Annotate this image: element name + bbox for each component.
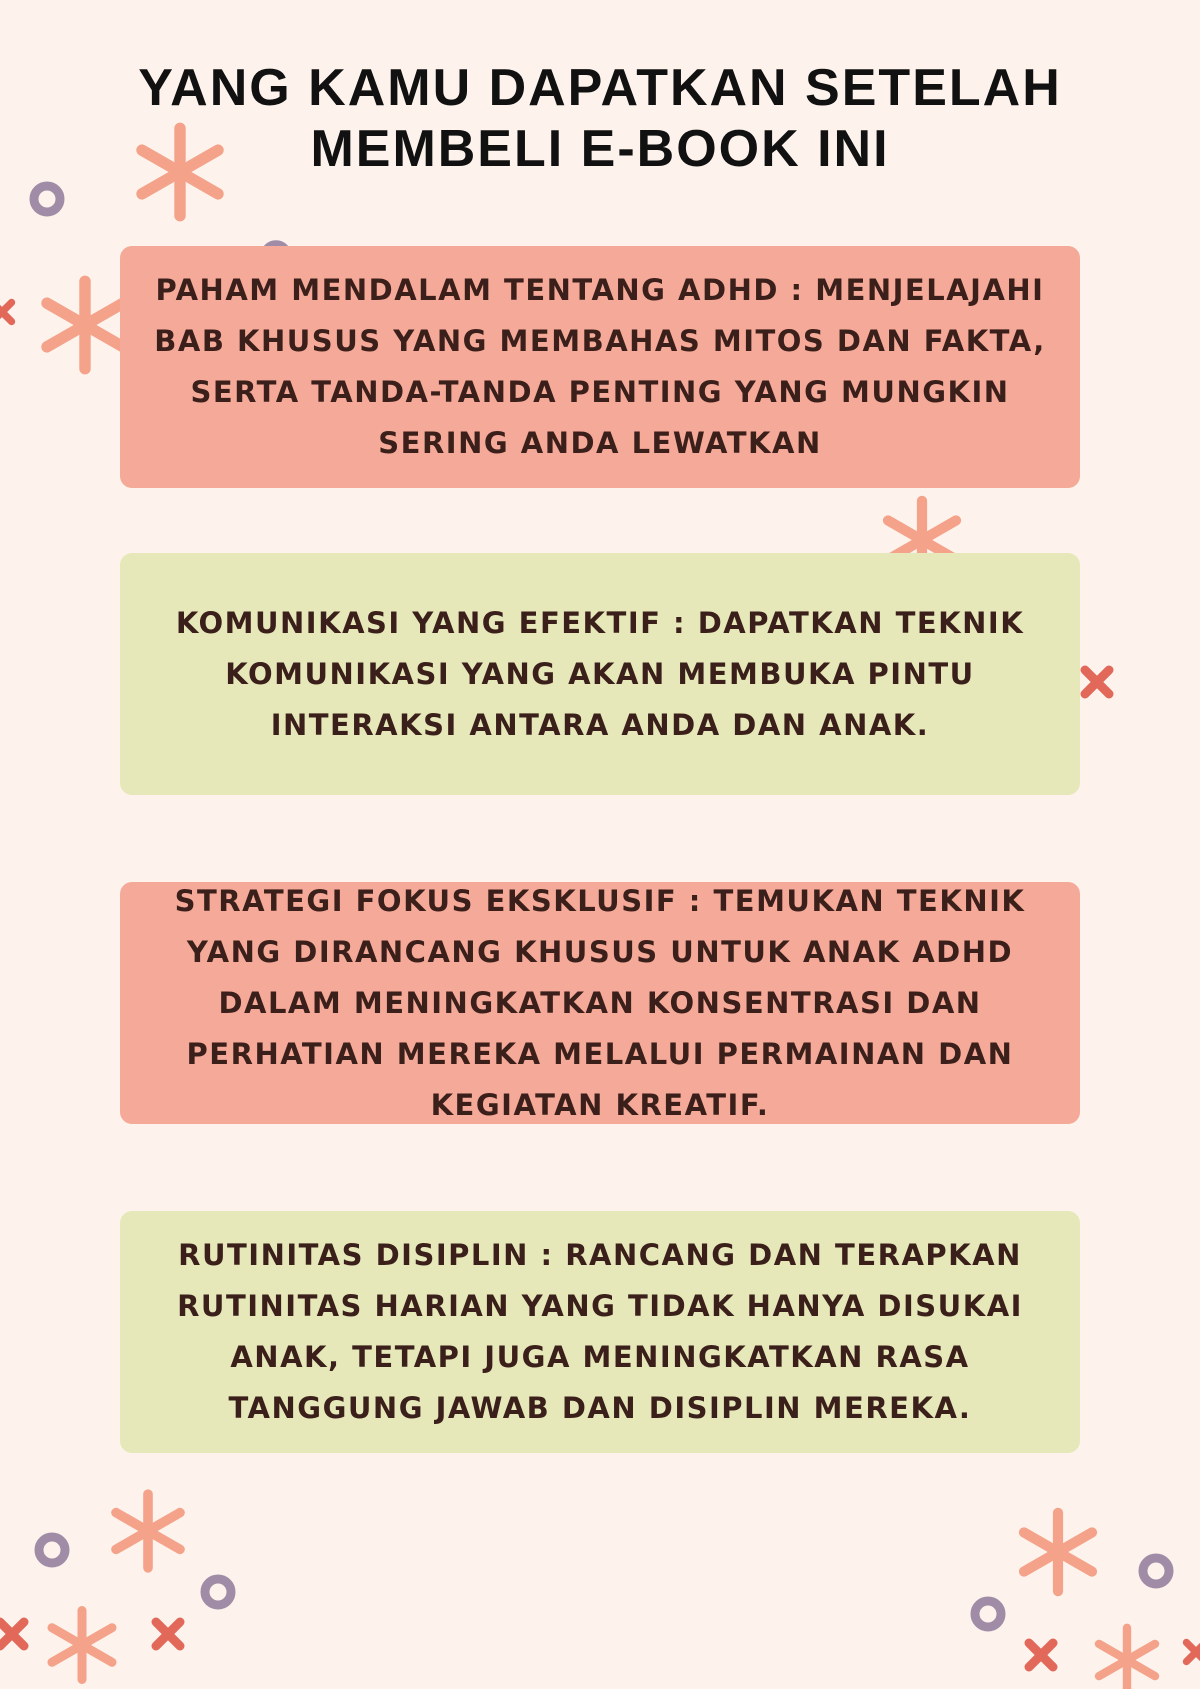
benefit-card-adhd-understanding <box>120 246 1080 488</box>
page-title <box>0 58 1200 180</box>
cross-x-icon <box>1029 1643 1053 1667</box>
ring-dot-icon <box>1143 1558 1169 1584</box>
benefit-card-focus-strategy <box>120 882 1080 1124</box>
benefit-card-text: KOMUNIKASI YANG EFEKTIF : DAPATKAN TEKNIK KOMUNIKASI YANG AKAN MEMBUKA PINTU INTERAKSI ANTARA ANDA DAN ANAK. <box>175 605 1025 742</box>
asterisk-star-icon <box>116 1494 180 1568</box>
cross-x-icon <box>0 302 12 321</box>
ring-dot-icon <box>34 186 60 212</box>
asterisk-star-icon <box>1024 1513 1092 1591</box>
cross-x-icon <box>0 1622 24 1646</box>
ring-dot-icon <box>205 1579 231 1605</box>
ring-dot-icon <box>39 1537 65 1563</box>
asterisk-star-icon <box>52 1611 112 1680</box>
asterisk-star-icon <box>47 281 123 368</box>
title-line-2: MEMBELI E-BOOK INI <box>310 120 890 178</box>
asterisk-star-icon <box>1099 1628 1155 1689</box>
benefit-card-text: STRATEGI FOKUS EKSKLUSIF : TEMUKAN TEKNIK YANG DIRANCANG KHUSUS UNTUK ANAK ADHD DALAM MENINGKATKAN KONSENTRASI DAN PERHATIAN MEREKA MELALUI PERMAINAN DAN KEGIATAN KREATIF. <box>174 883 1026 1122</box>
benefit-card-text: RUTINITAS DISIPLIN : RANCANG DAN TERAPKAN RUTINITAS HARIAN YANG TIDAK HANYA DISUKAI ANAK, TETAPI JUGA MENINGKATKAN RASA TANGGUNG JAWAB DAN DISIPLIN MEREKA. <box>177 1238 1023 1425</box>
cross-x-icon <box>1186 1642 1200 1661</box>
cross-x-icon <box>1085 670 1109 694</box>
benefit-card-text: PAHAM MENDALAM TENTANG ADHD : MENJELAJAHI BAB KHUSUS YANG MEMBAHAS MITOS DAN FAKTA, SERTA TANDA-TANDA PENTING YANG MUNGKIN SERING ANDA LEWATKAN <box>154 273 1046 460</box>
ring-dot-icon <box>975 1601 1001 1627</box>
benefit-card-discipline-routine <box>120 1211 1080 1453</box>
cross-x-icon <box>156 1622 180 1646</box>
benefit-card-effective-communication <box>120 553 1080 795</box>
title-line-1: YANG KAMU DAPATKAN SETELAH <box>138 59 1062 117</box>
